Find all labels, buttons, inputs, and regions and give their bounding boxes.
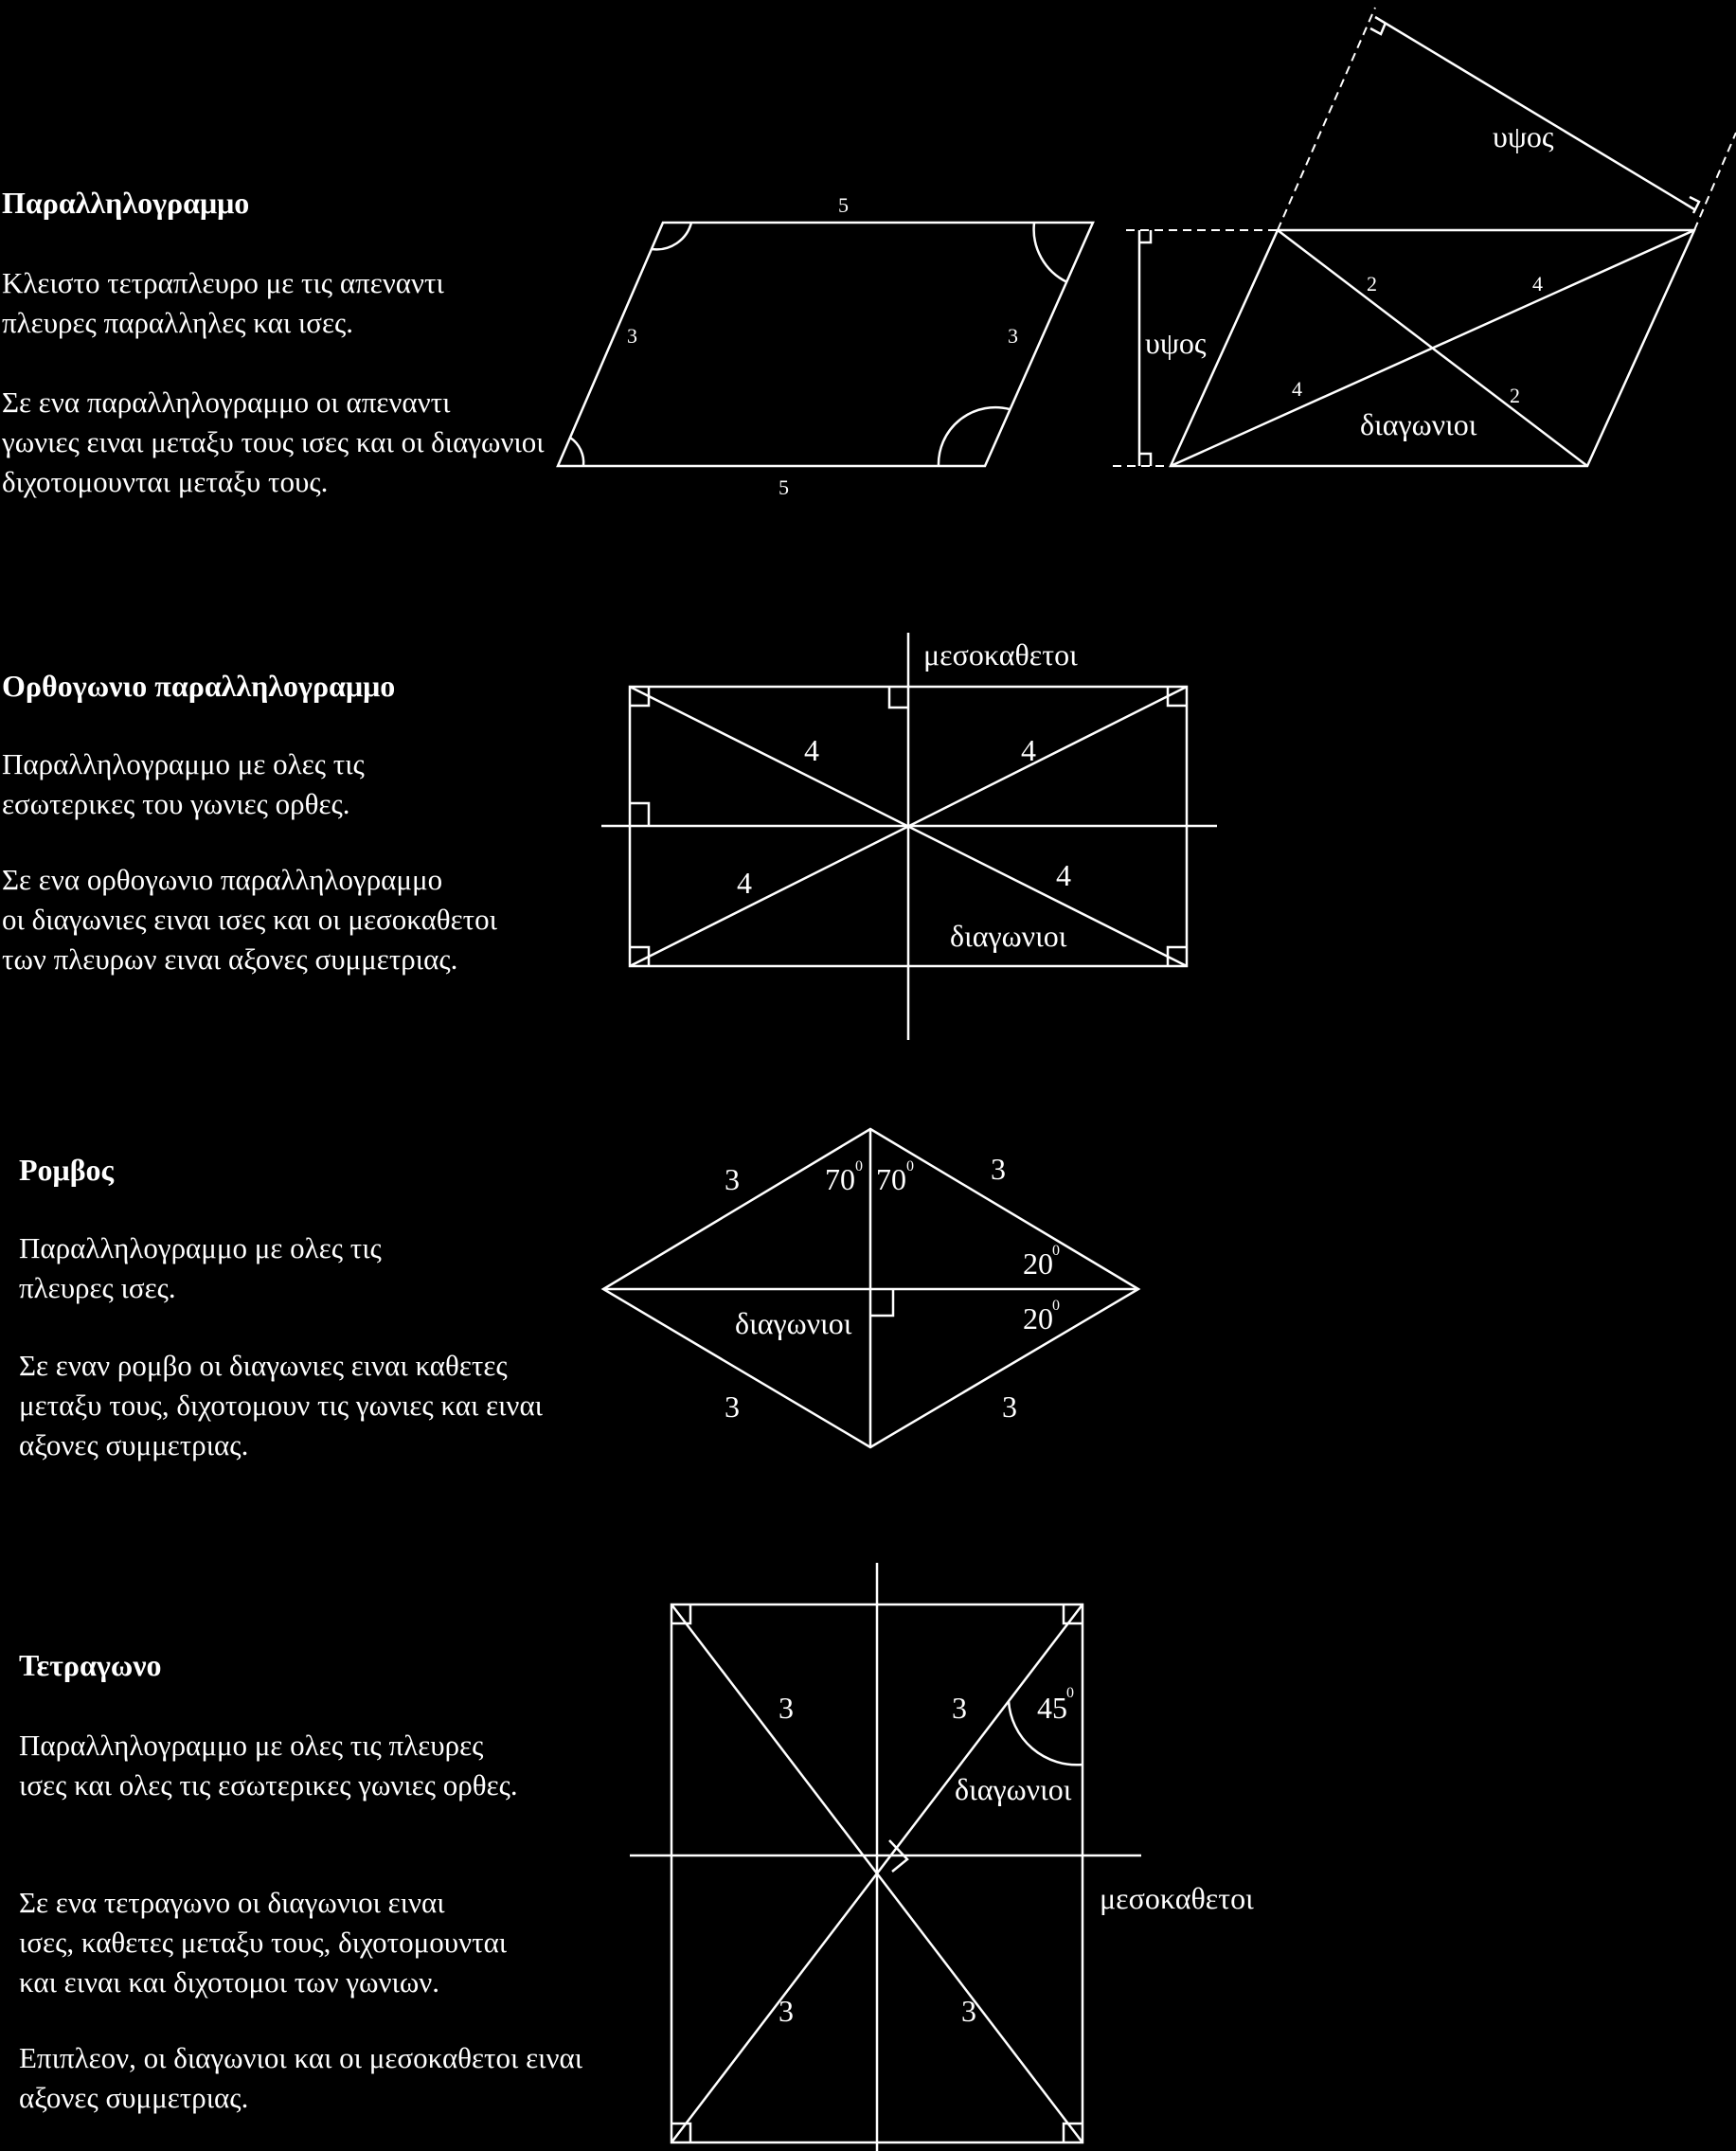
segment-label: 4	[1056, 858, 1071, 892]
degree-mark: 0	[855, 1158, 863, 1174]
angle-label: 70	[825, 1162, 855, 1196]
perpendicular-label: μεσοκαθετοι	[923, 637, 1078, 672]
segment-label: 3	[961, 1994, 976, 2028]
height-label: υψος	[1145, 326, 1207, 360]
text-line: γωνιες ειναι μεταξυ τους ισες και οι διαγωνιοι	[2, 425, 545, 458]
side-label: 3	[725, 1162, 740, 1196]
right-angle-mark	[630, 947, 649, 966]
segment-label: 2	[1510, 384, 1520, 407]
right-angle-mark	[1168, 947, 1187, 966]
degree-mark: 0	[1066, 1685, 1074, 1701]
segment-label: 4	[804, 733, 819, 767]
degree-mark: 0	[906, 1158, 914, 1174]
right-angle-mark	[870, 1289, 893, 1316]
angle-label: 70	[876, 1162, 906, 1196]
text-line: Σε ενα ορθογωνιο παραλληλογραμμο	[2, 863, 443, 896]
right-angle-mark	[1168, 687, 1187, 706]
right-angle-mark	[630, 687, 649, 706]
text-line: μεταξυ τους, διχοτομουν τις γωνιες και ειναι	[19, 1389, 544, 1422]
right-angle-mark	[1139, 230, 1151, 242]
text-line: διχοτομουνται μεταξυ τους.	[2, 465, 329, 498]
angle-label: 45	[1037, 1691, 1067, 1725]
section-title: Παραλληλογραμμο	[2, 186, 250, 220]
side-label: 3	[627, 324, 637, 348]
side-label: 3	[1008, 324, 1018, 348]
side-label: 5	[838, 193, 849, 217]
text-line: Σε ενα παραλληλογραμμο οι απεναντι	[2, 385, 451, 419]
text-line: Σε εναν ρομβο οι διαγωνιες ειναι καθετες	[19, 1349, 508, 1382]
segment-label: 4	[1021, 733, 1036, 767]
text-line: αξονες συμμετριας.	[19, 2081, 249, 2114]
extension-line	[1278, 8, 1375, 230]
degree-mark: 0	[1052, 1298, 1060, 1314]
segment-label: 4	[737, 866, 752, 900]
rhombus-figure	[603, 1129, 1138, 1447]
text-line: ισες, καθετες μεταξυ τους, διχοτομουνται	[19, 1926, 508, 1959]
text-line: πλευρες παραλληλες και ισες.	[2, 306, 354, 339]
perpendicular-label: μεσοκαθετοι	[1100, 1881, 1254, 1915]
degree-mark: 0	[1052, 1243, 1060, 1259]
parallelogram-figure	[558, 193, 1093, 499]
text-line: ισες και ολες τις εσωτερικες γωνιες ορθες.	[19, 1768, 518, 1801]
text-line: Παραλληλογραμμο με ολες τις πλευρες	[19, 1729, 484, 1762]
side-label: 3	[1002, 1389, 1017, 1424]
angle-label: 20	[1023, 1246, 1053, 1281]
text-line: εσωτερικες του γωνιες ορθες.	[2, 787, 350, 820]
angle-arc	[570, 438, 583, 466]
right-angle-mark	[889, 687, 908, 708]
side-label: 3	[991, 1152, 1006, 1186]
diagonals-label: διαγωνιοι	[735, 1306, 852, 1340]
diagonals-label: διαγωνιοι	[950, 919, 1067, 953]
height-line	[1375, 17, 1694, 209]
text-line: πλευρες ισες.	[19, 1271, 176, 1304]
angle-arc	[1034, 223, 1067, 282]
square-figure	[630, 1563, 1254, 2151]
text-line: οι διαγωνιες ειναι ισες και οι μεσοκαθετοι	[2, 903, 497, 936]
segment-label: 3	[779, 1691, 794, 1725]
text-line: και ειναι και διχοτομοι των γωνιων.	[19, 1965, 440, 1999]
section-title: Ρομβος	[19, 1153, 115, 1187]
diagonals-label: διαγωνιοι	[955, 1772, 1072, 1806]
section-title: Ορθογωνιο παραλληλογραμμο	[2, 669, 396, 703]
right-angle-mark	[1690, 197, 1699, 213]
parallelogram-height-figure	[1113, 8, 1736, 466]
section-title: Τετραγωνο	[19, 1648, 162, 1682]
text-line: Παραλληλογραμμο με ολες τις	[2, 747, 365, 780]
segment-label: 4	[1532, 272, 1543, 296]
diagonals-label: διαγωνιοι	[1360, 407, 1477, 441]
side-label: 3	[725, 1389, 740, 1424]
segment-label: 4	[1292, 377, 1302, 401]
right-angle-mark	[1370, 23, 1386, 34]
text-line: Κλειστο τετραπλευρο με τις απεναντι	[2, 266, 444, 299]
text-line: αξονες συμμετριας.	[19, 1428, 249, 1461]
angle-label: 20	[1023, 1301, 1053, 1335]
rectangle-figure	[601, 633, 1217, 1040]
text-line: των πλευρων ειναι αξονες συμμετριας.	[2, 942, 458, 976]
segment-label: 3	[952, 1691, 967, 1725]
text-line: Επιπλεον, οι διαγωνιοι και οι μεσοκαθετοι ειναι	[19, 2041, 583, 2074]
segment-label: 3	[779, 1994, 794, 2028]
right-angle-mark	[630, 803, 649, 826]
text-line: Σε ενα τετραγωνο οι διαγωνιοι ειναι	[19, 1886, 445, 1919]
side-label: 5	[779, 475, 789, 499]
segment-label: 2	[1367, 272, 1377, 296]
extension-line	[1694, 133, 1736, 230]
height-label: υψος	[1493, 119, 1554, 153]
text-line: Παραλληλογραμμο με ολες τις	[19, 1231, 382, 1264]
right-angle-mark	[1139, 454, 1151, 466]
